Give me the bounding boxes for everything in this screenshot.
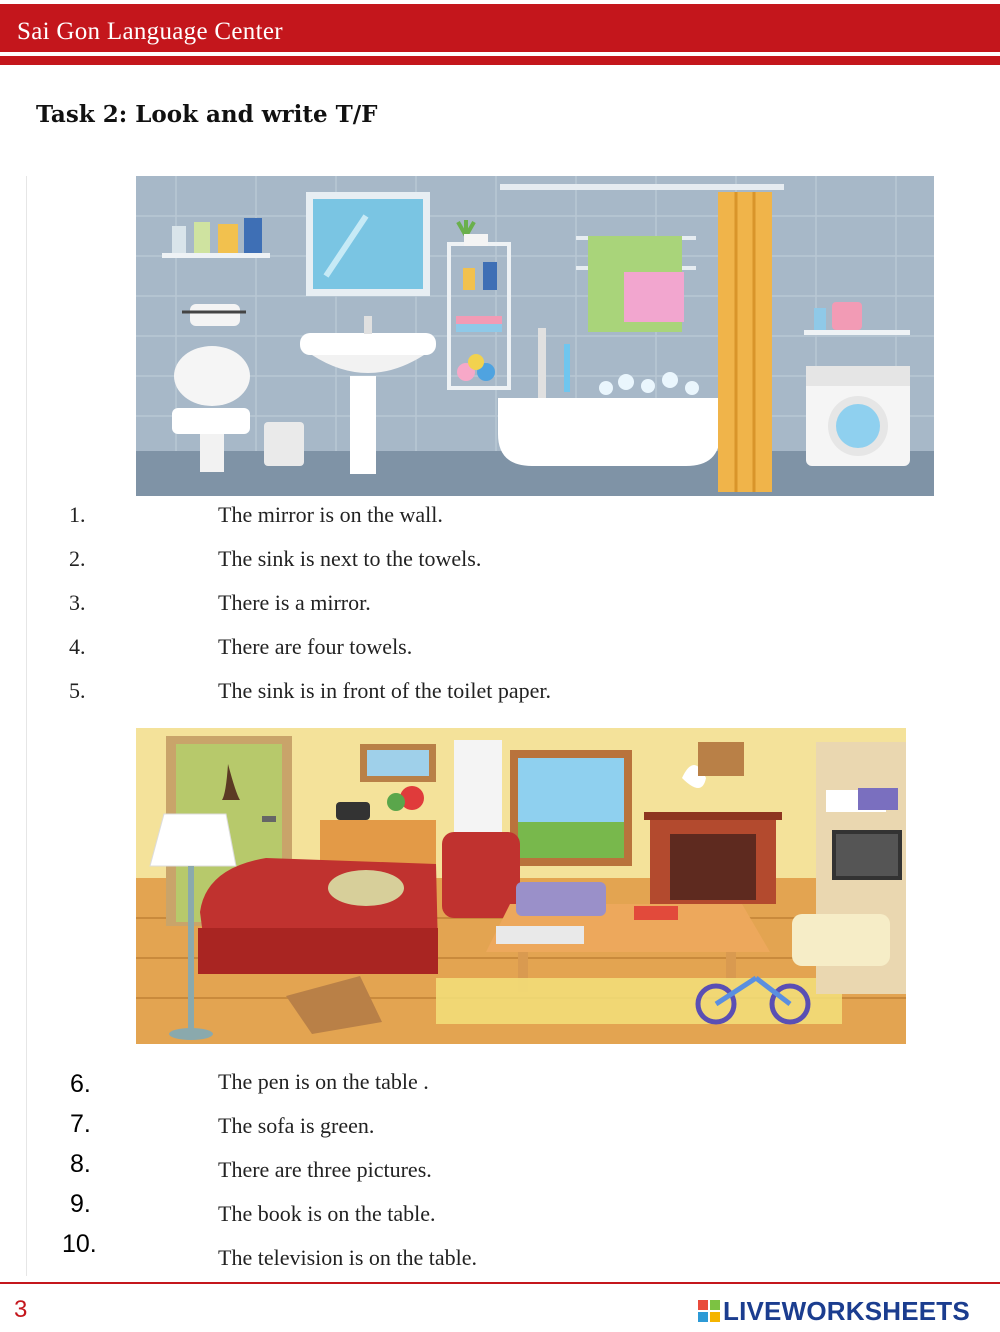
- washing-machine: [806, 366, 910, 466]
- bathroom-illustration: [136, 176, 934, 496]
- shower-curtain: [718, 192, 772, 492]
- armchair: [442, 832, 520, 918]
- question-text: The book is on the table.: [218, 1201, 436, 1226]
- question-text: There is a mirror.: [218, 590, 371, 615]
- question-text: The pen is on the table .: [218, 1069, 429, 1094]
- question-text: The television is on the table.: [218, 1245, 478, 1270]
- question-number: 10.: [62, 1230, 97, 1258]
- question-number: 1.: [69, 502, 86, 527]
- brand-text: LIVEWORKSHEETS: [723, 1295, 970, 1326]
- question-text: The mirror is on the wall.: [218, 502, 443, 527]
- sofa: [198, 858, 438, 974]
- picture-frame: [360, 744, 436, 782]
- towel-rack: [576, 236, 696, 332]
- question-text: There are three pictures.: [218, 1157, 432, 1182]
- liveworksheets-logo: [698, 1296, 970, 1326]
- toilet-paper: [182, 304, 246, 326]
- question-number: 4.: [69, 634, 86, 659]
- header-title: Sai Gon Language Center: [17, 18, 283, 45]
- question-number: 6.: [70, 1070, 91, 1098]
- question-text: There are four towels.: [218, 634, 413, 659]
- question-number: 9.: [70, 1190, 91, 1218]
- ottoman: [792, 914, 890, 966]
- header-bar: [0, 4, 1000, 52]
- task-title: Task 2: Look and write T/F: [36, 101, 378, 128]
- question-text: The sink is next to the towels.: [218, 546, 482, 571]
- question-number: 3.: [69, 590, 86, 615]
- question-text: The sink is in front of the toilet paper.: [218, 678, 551, 703]
- question-number: 5.: [69, 678, 86, 703]
- question-number: 2.: [69, 546, 86, 571]
- header-divider: [0, 56, 1000, 65]
- margin-rule: [26, 176, 27, 1276]
- question-number: 7.: [70, 1110, 91, 1138]
- page-number: 3: [14, 1296, 28, 1323]
- liveworksheets-icon: [698, 1300, 720, 1322]
- trash-bin: [264, 422, 304, 466]
- living-room-illustration: [136, 728, 906, 1044]
- footer-divider: [0, 1282, 1000, 1284]
- question-number: 8.: [70, 1150, 91, 1178]
- mirror: [306, 192, 430, 296]
- question-text: The sofa is green.: [218, 1113, 375, 1138]
